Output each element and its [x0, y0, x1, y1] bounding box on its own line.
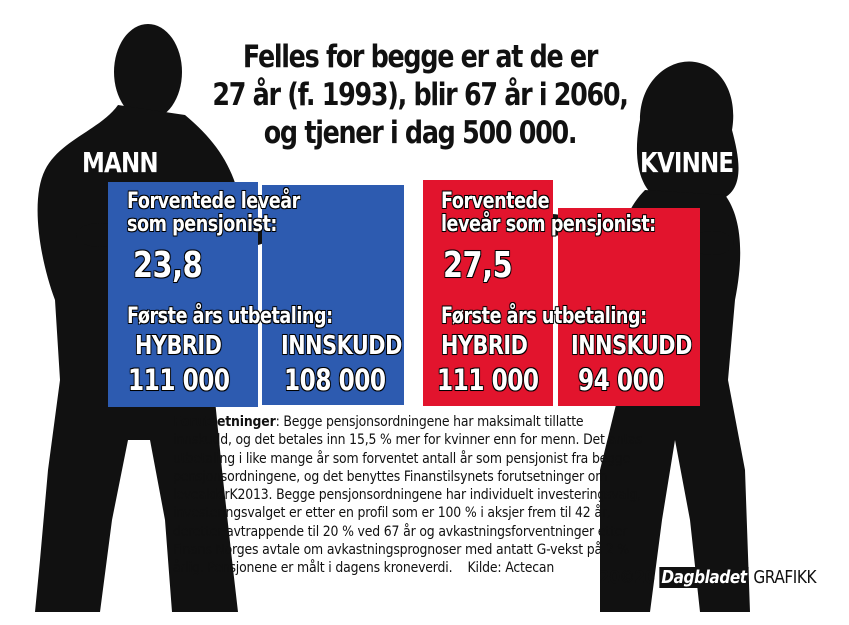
headline [199, 38, 642, 152]
man-hybrid-label: HYBRID [135, 331, 222, 361]
woman-innskudd-label: INNSKUDD [571, 331, 692, 361]
credit-suffix: GRAFIKK [753, 567, 817, 588]
woman-label: KVINNE [640, 146, 734, 179]
man-life-value: 23,8 [133, 245, 203, 286]
man-innskudd-value: 108 000 [284, 363, 386, 397]
man-life-label-2: som pensjonist: [127, 212, 277, 237]
notes-line-7: deretter avtrappende til 20 % ved 67 år og avkastningsforventninger etter [173, 523, 628, 540]
woman-life-label-1: Forventede [441, 189, 550, 214]
notes-line-6: investeringsvalget er etter en profil som er 100 % i aksjer frem til 42 år, [173, 505, 611, 522]
notes-line-4: pensjonsordningene, og det benyttes Finanstilsynets forutsetninger om [173, 468, 608, 485]
brand-logo: Dagbladet [661, 567, 747, 588]
headline-line-1: Felles for begge er at de er [242, 39, 598, 75]
woman-life-value: 27,5 [443, 245, 513, 286]
woman-innskudd-value: 94 000 [578, 363, 664, 397]
woman-life-label-2: leveår som pensjonist: [441, 212, 656, 237]
man-life-label-1: Forventede leveår [127, 189, 300, 214]
notes-line-2: innskudd, og det betales inn 15,5 % mer for kvinner enn for menn. Det antas [173, 432, 643, 449]
source-text: Kilde: Actecan [467, 560, 555, 577]
assumptions-lead: Forutsetninger [173, 414, 276, 430]
man-payout-label: Første års utbetaling: [127, 304, 333, 329]
graphic-credit [599, 567, 816, 588]
assumptions-note [173, 413, 650, 578]
credit-year: 20©20 [599, 567, 655, 588]
man-innskudd-label: INNSKUDD [281, 331, 402, 361]
woman-hybrid-label: HYBRID [441, 331, 528, 361]
headline-line-3: og tjener i dag 500 000. [263, 115, 577, 151]
notes-line-3: utbetaling i like mange år som forventet antall år som pensjonist fra begge [173, 450, 631, 467]
headline-line-2: 27 år (f. 1993), blir 67 år i 2060, [212, 77, 628, 113]
notes-line-5: levealderK2013. Begge pensjonsordningene har individuelt investeringsvalg, [173, 487, 641, 504]
notes-line-9: årlig. Pensjonene er målt i dagens kroneverdi. [173, 560, 453, 577]
woman-hybrid-value: 111 000 [437, 363, 539, 397]
woman-payout-label: Første års utbetaling: [441, 304, 647, 329]
man-label: MANN [82, 146, 158, 179]
notes-line-8: Finans Norges avtale om avkastningsprognoser med antatt G-vekst på 2 % [173, 542, 629, 559]
man-hybrid-value: 111 000 [128, 363, 230, 397]
notes-line-1: : Begge pensjonsordningene har maksimalt tillatte [275, 414, 584, 430]
